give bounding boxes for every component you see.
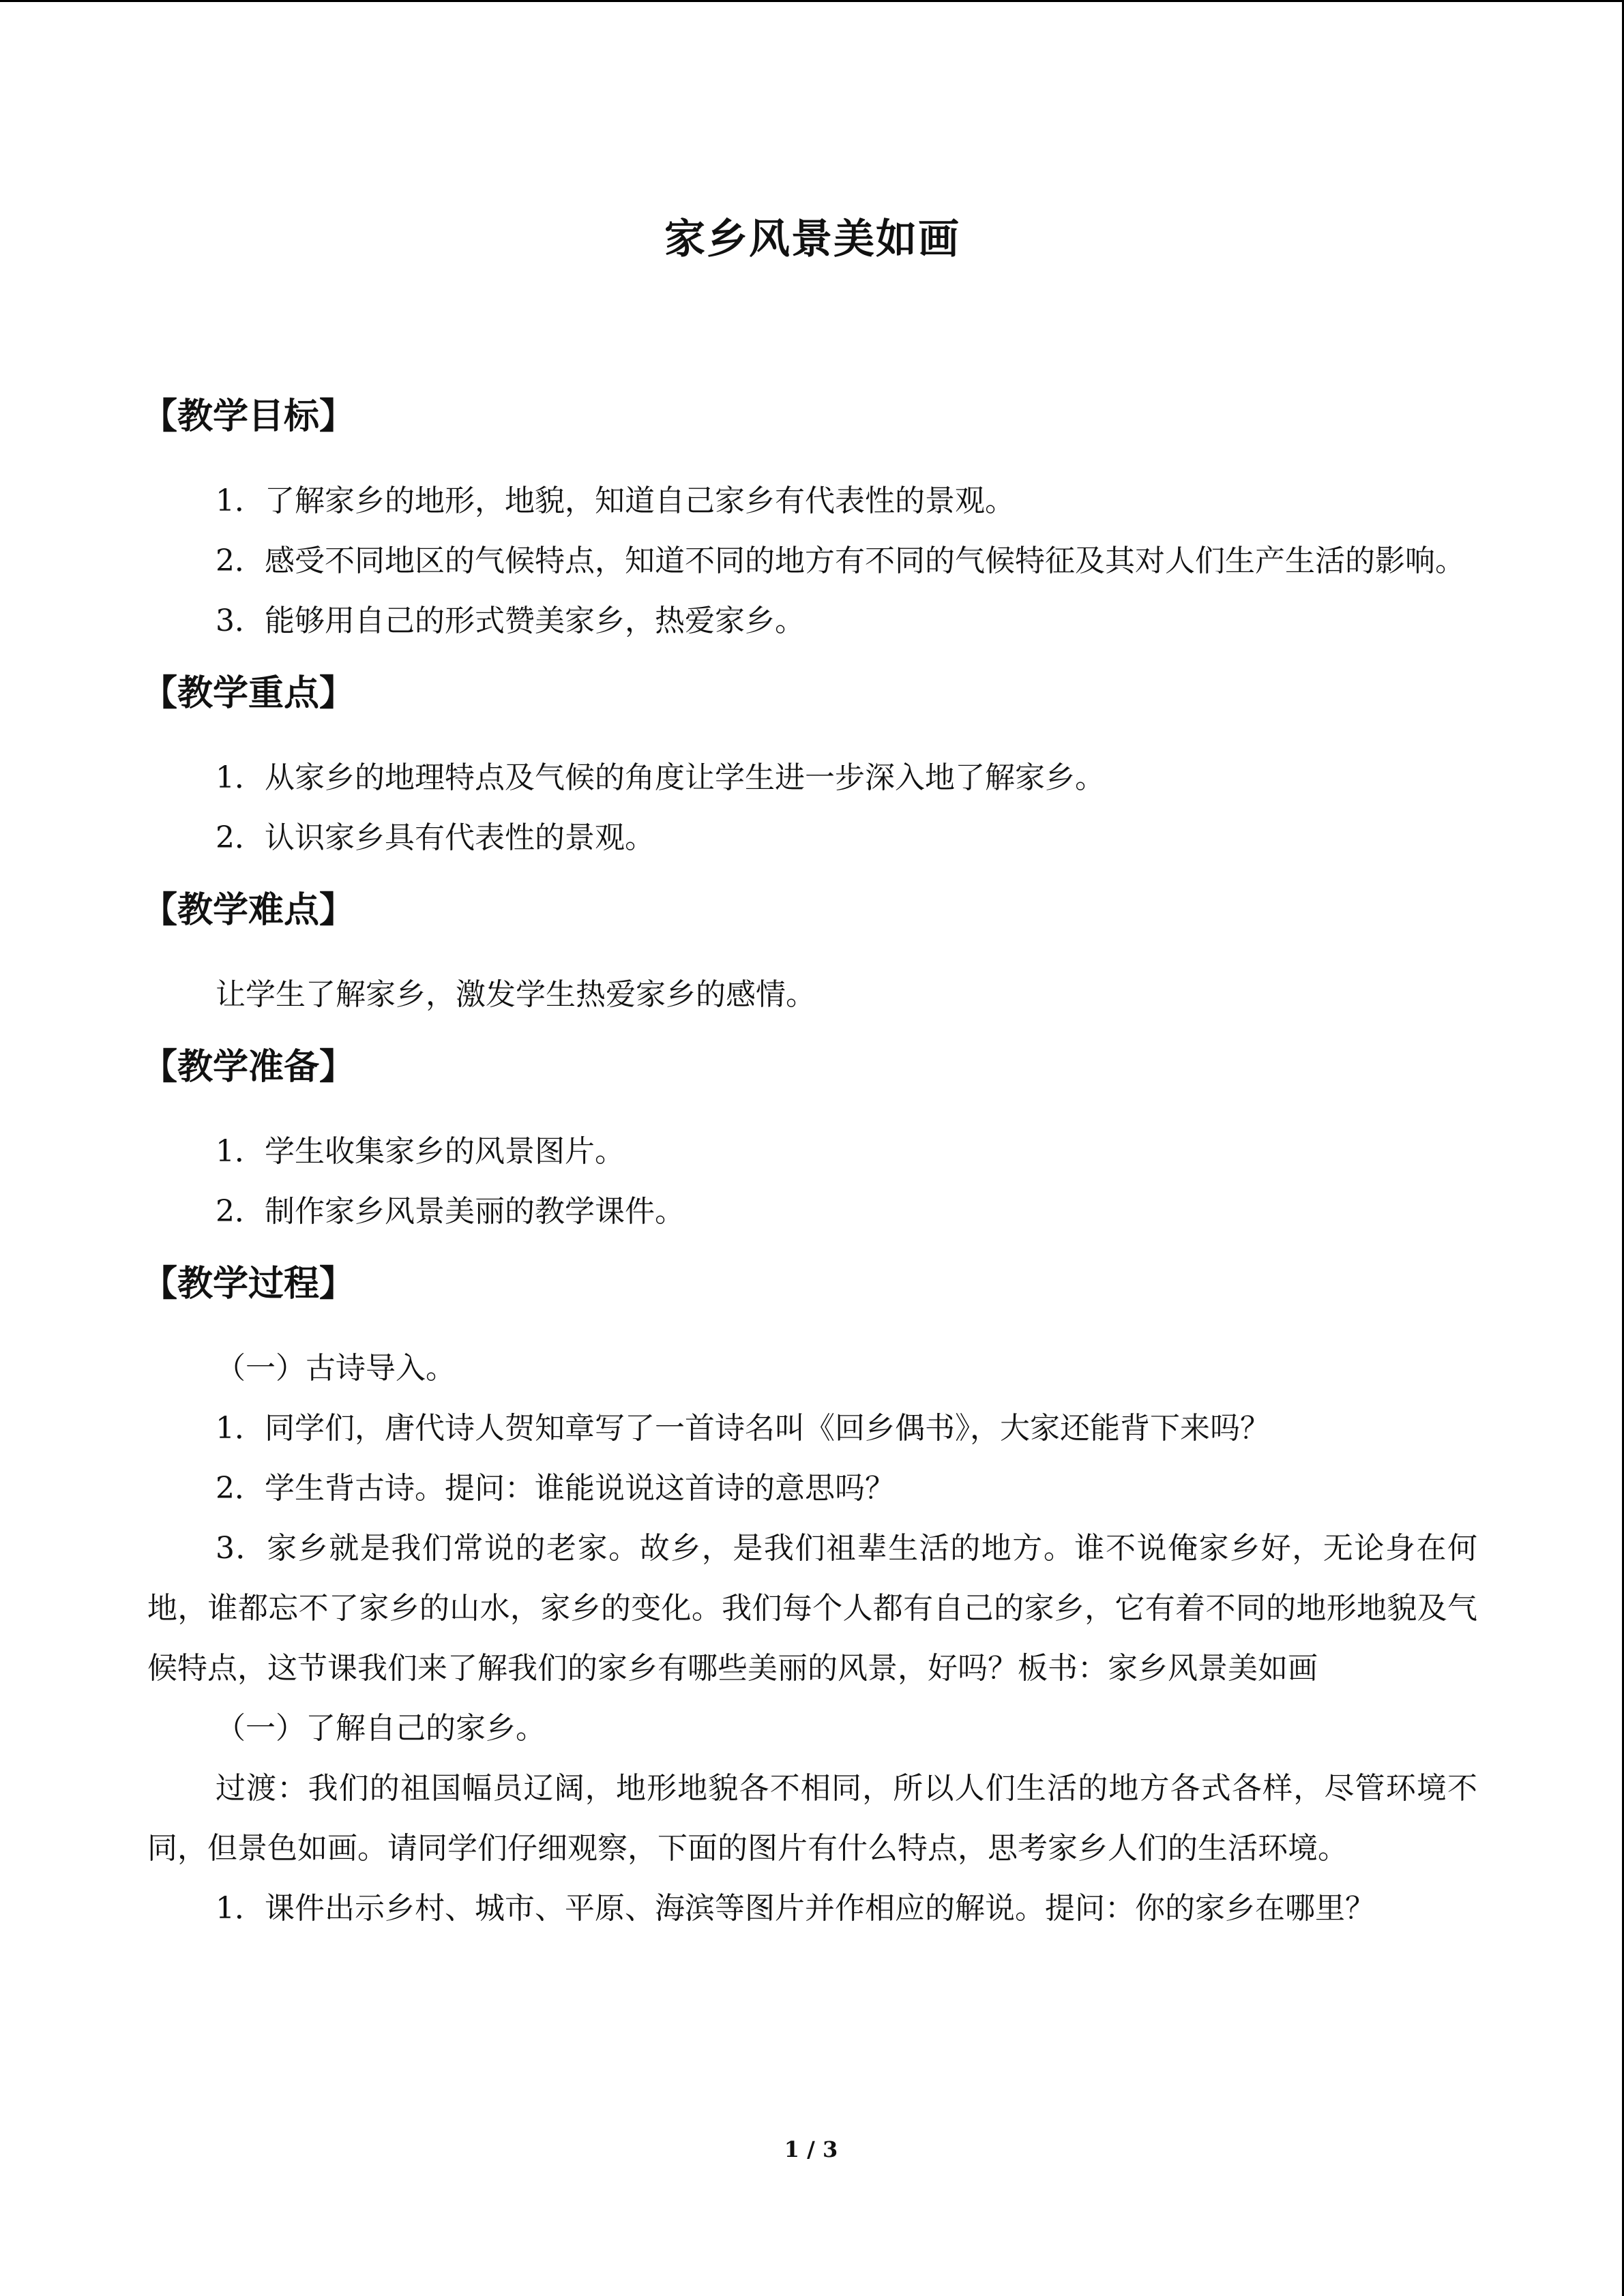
- paragraph: 过渡：我们的祖国幅员辽阔，地形地貌各不相同，所以人们生活的地方各式各样，尽管环境不同，但景色如画。请同学们仔细观察，下面的图片有什么特点，思考家乡人们的生活环境。: [147, 1771, 1477, 1866]
- paragraph: 3．能够用自己的形式赞美家乡，热爱家乡。: [216, 603, 805, 638]
- paragraph: 让学生了解家乡，激发学生热爱家乡的感情。: [216, 977, 816, 1012]
- section-heading: 【教学重点】: [142, 673, 355, 714]
- paragraph: 1．了解家乡的地形，地貌，知道自己家乡有代表性的景观。: [216, 483, 1015, 518]
- paragraph: 2．制作家乡风景美丽的教学课件。: [216, 1194, 685, 1229]
- section-key-points: [142, 672, 1477, 868]
- section-process: [142, 1262, 1477, 1939]
- section-heading: 【教学过程】: [142, 1264, 355, 1304]
- section-heading: 【教学目标】: [142, 396, 355, 437]
- paragraph: 2．学生背古诗。提问：谁能说说这首诗的意思吗？: [216, 1471, 895, 1506]
- page-number: 1 / 3: [784, 2136, 838, 2162]
- section-heading: 【教学准备】: [142, 1047, 355, 1088]
- section-preparation: [142, 1045, 1477, 1242]
- paragraph: 2．认识家乡具有代表性的景观。: [216, 820, 655, 855]
- paragraph: 1．课件出示乡村、城市、平原、海滨等图片并作相应的解说。提问：你的家乡在哪里？: [216, 1891, 1375, 1926]
- paragraph: 1．学生收集家乡的风景图片。: [216, 1134, 625, 1169]
- paragraph: 1．同学们，唐代诗人贺知章写了一首诗名叫《回乡偶书》，大家还能背下来吗？: [216, 1411, 1270, 1446]
- paragraph: 2．感受不同地区的气候特点，知道不同的地方有不同的气候特征及其对人们生产生活的影响。: [216, 543, 1465, 578]
- paragraph: 1．从家乡的地理特点及气候的角度让学生进一步深入地了解家乡。: [216, 760, 1105, 795]
- paragraph: （一）了解自己的家乡。: [216, 1711, 546, 1746]
- document-body: [142, 207, 1477, 1959]
- section-heading: 【教学难点】: [142, 890, 355, 931]
- document-title: 家乡风景美如画: [664, 215, 960, 263]
- section-objectives: [142, 395, 1477, 651]
- section-difficulties: [142, 889, 1477, 1025]
- paragraph: 3．家乡就是我们常说的老家。故乡，是我们祖辈生活的地方。谁不说俺家乡好，无论身在何地，谁都忘不了家乡的山水，家乡的变化。我们每个人都有自己的家乡，它有着不同的地形地貌及气候特点，这节课我们来了解我们的家乡有哪些美丽的风景，好吗？板书：家乡风景美如画: [147, 1531, 1477, 1686]
- paragraph: （一）古诗导入。: [216, 1351, 456, 1386]
